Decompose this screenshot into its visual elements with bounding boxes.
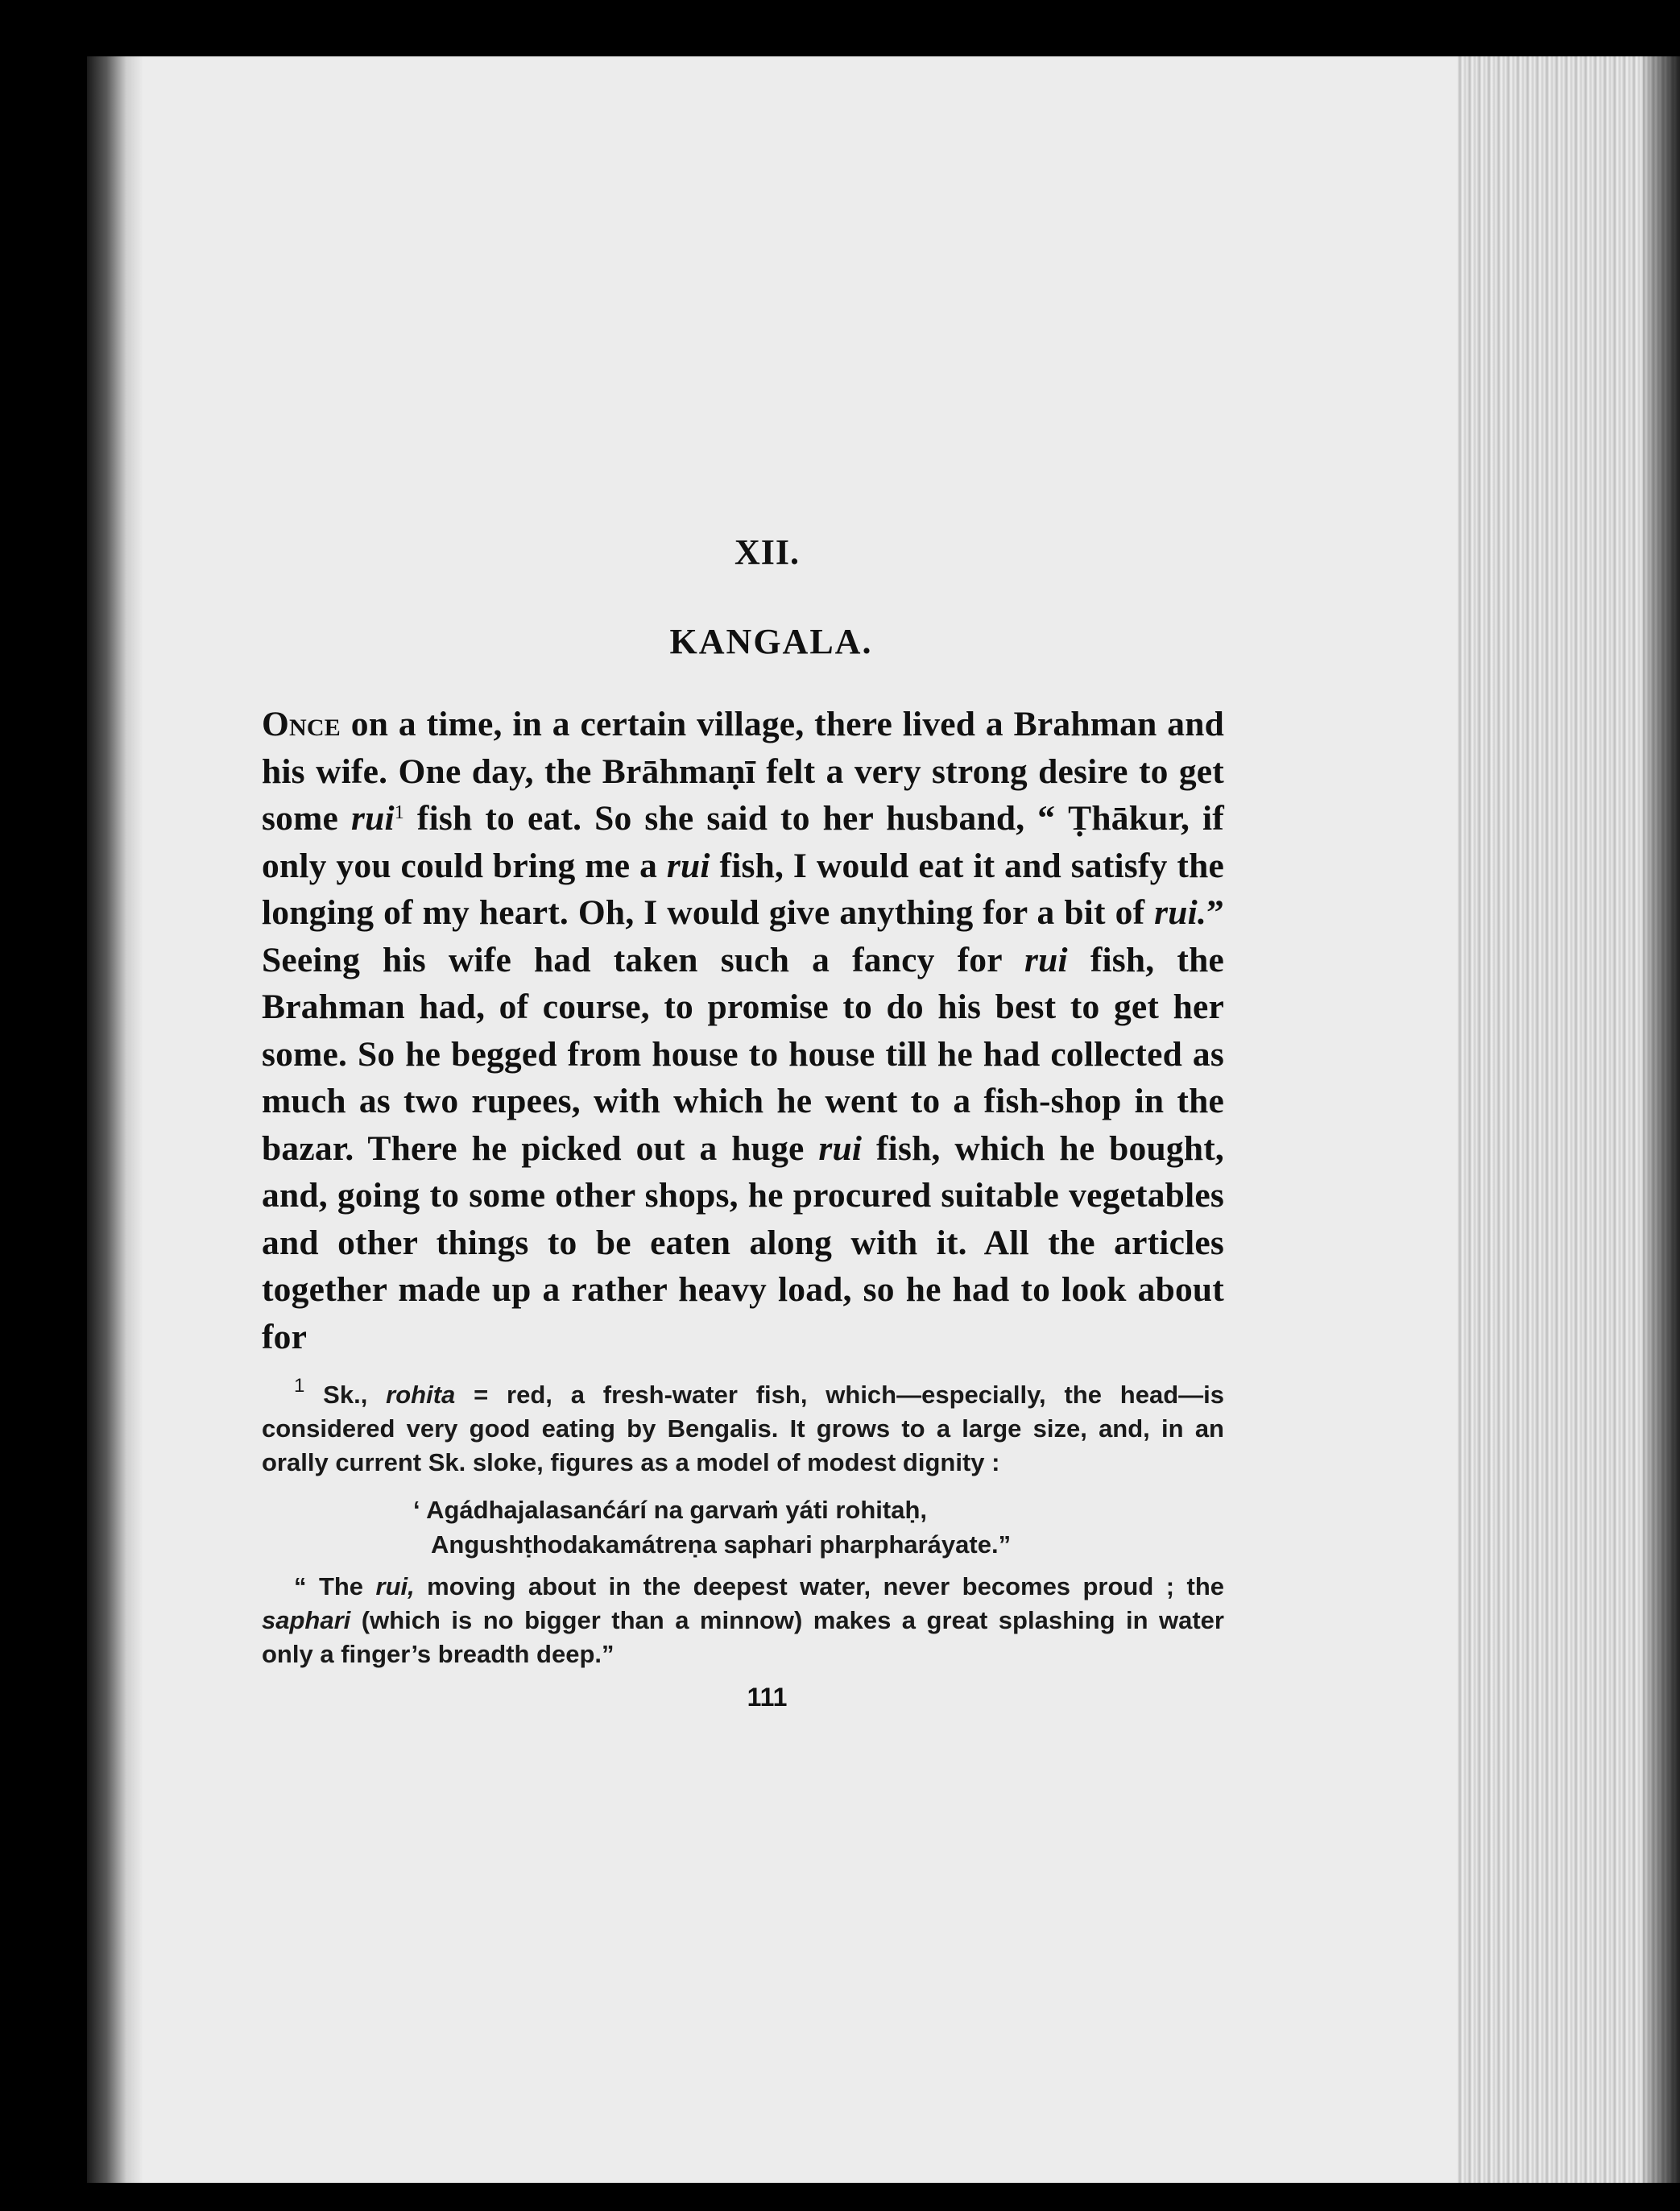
page-number: 111 — [747, 1683, 788, 1712]
verse-line-2: Angushṭhodakamátreṇa saphari pharpharáyate.” — [431, 1530, 1012, 1559]
sanskrit-verse — [413, 1493, 1224, 1562]
footnote — [262, 1375, 1224, 1480]
term-rui: rui — [350, 799, 395, 838]
right-shadow — [1643, 56, 1680, 2183]
footnote-text-b: = red, a fresh-water fish, which—especially, the head—is considered very good eating by Bengalis. It grows to a large size, and, in an orally current Sk. sloke, figures as a model of modest dignity : — [262, 1381, 1224, 1476]
chapter-number: XII. — [734, 532, 801, 572]
footnote-translation — [262, 1570, 1224, 1671]
term-rui: rui — [1024, 940, 1068, 979]
book-page — [262, 532, 1224, 1712]
body-text-1: on a time, in a certain village, there lived a Brahman and his wife. One day, the Brāhmaṇī felt a very strong desire to get some — [262, 705, 1224, 838]
term-rohita: rohita — [386, 1381, 456, 1409]
footnote-mark: 1 — [294, 1375, 305, 1397]
body-text-4: ” Seeing his wife had taken such a fancy for — [262, 893, 1224, 979]
body-paragraph — [262, 701, 1224, 1360]
translation-text-c: (which is no bigger than a minnow) makes a great splashing in water only a finger’s breadth deep.” — [262, 1606, 1224, 1668]
term-rui: rui. — [1154, 893, 1207, 932]
translation-text-b: moving about in the deepest water, never becomes proud ; the — [414, 1572, 1224, 1600]
body-text-6: fish, which he bought, and, going to some other shops, he procured suitable vegetables and other things to be eaten along with it. All the articles together made up a rather heavy load, so he had to look about for — [262, 1128, 1224, 1356]
chapter-title: KANGALA. — [669, 622, 873, 661]
footnote-text-a: Sk., — [304, 1381, 387, 1409]
term-rui: rui, — [375, 1572, 415, 1600]
body-text-5: fish, the Brahman had, of course, to promise to do his best to get her some. So he begged from house to house till he had collected as much as two rupees, with which he went to a fish-shop in the bazar. There he picked out a huge — [262, 940, 1224, 1168]
opening-word: Once — [262, 705, 341, 743]
body-text-3: fish, I would eat it and satisfy the longing of my heart. Oh, I would give anything for a bit of — [262, 846, 1224, 932]
verse-line-1: ‘ Agádhajalasanćárí na garvaṁ yáti rohitaḥ, — [413, 1496, 928, 1524]
footnote-marker: 1 — [394, 802, 404, 823]
term-saphari: saphari — [262, 1606, 351, 1634]
translation-text-a: “ The — [294, 1572, 376, 1600]
term-rui: rui — [666, 846, 710, 885]
body-text-2: fish to eat. So she said to her husband, “ Ṭhākur, if only you could bring me a — [262, 799, 1224, 885]
term-rui: rui — [818, 1128, 863, 1168]
binding-gutter — [87, 56, 143, 2183]
